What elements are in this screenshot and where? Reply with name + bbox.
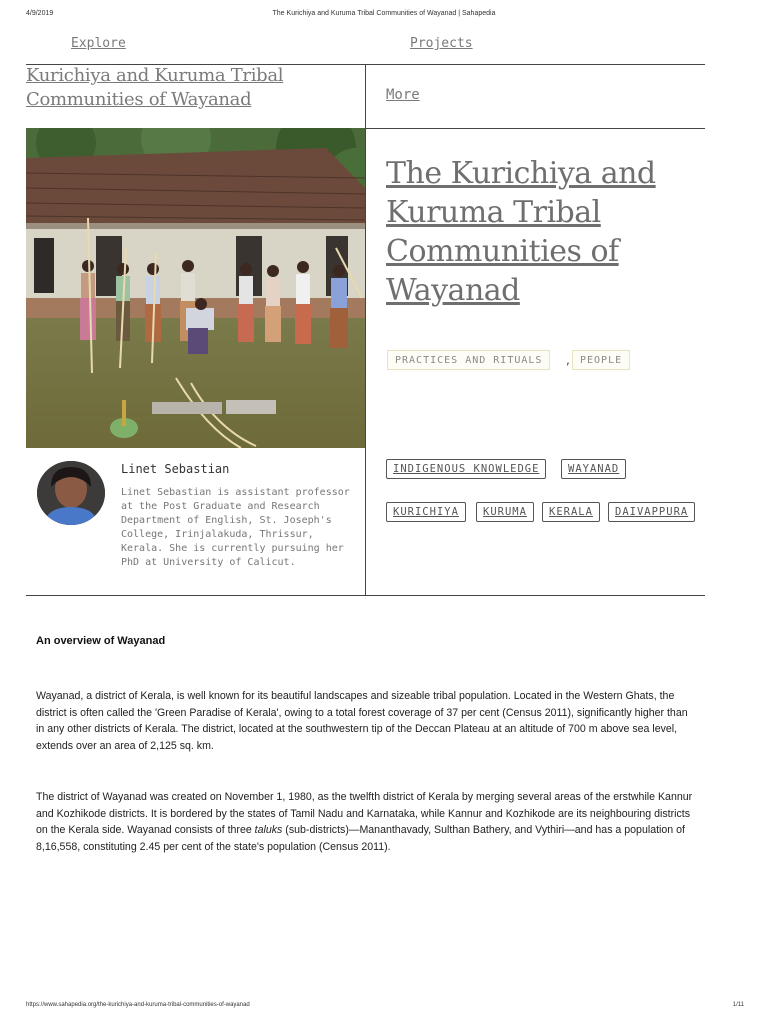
hero-photo <box>26 128 365 448</box>
author-avatar <box>37 461 105 525</box>
nav-explore-link[interactable]: Explore <box>71 36 126 51</box>
keyword-tag-kuruma[interactable]: KURUMA <box>476 502 534 522</box>
print-url: https://www.sahapedia.org/the-kurichiya-and-kuruma-tribal-communities-of-wayanad <box>26 1002 250 1008</box>
keyword-tag-kurichiya[interactable]: KURICHIYA <box>386 502 466 522</box>
overview-paragraph-1: Wayanad, a district of Kerala, is well known for its beautiful landscapes and sizeable tribal population. Located in the Western Ghats, the district is often called the 'Green Paradise of Kerala', owing to a total forest coverage of 37 per cent (Census 2011), significantly higher than in any other districts of Kerala. The district, located at the southwestern tip of the Deccan Plateau at an altitude of 700 m above sea level, extends over an area of 2,125 sq. km. <box>36 690 688 752</box>
divider-vertical <box>365 64 366 595</box>
keyword-tag-kerala[interactable]: KERALA <box>542 502 600 522</box>
overview-paragraph-2 <box>36 789 696 855</box>
category-tag-people[interactable]: PEOPLE <box>572 350 630 370</box>
section-heading: An overview of Wayanad <box>36 635 166 647</box>
keyword-tag-daivappura[interactable]: DAIVAPPURA <box>608 502 695 522</box>
keyword-tag-indigenous-knowledge[interactable]: INDIGENOUS KNOWLEDGE <box>386 459 546 479</box>
divider-bottom <box>26 595 705 596</box>
author-name[interactable]: Linet Sebastian <box>121 462 230 476</box>
keyword-tag-wayanad[interactable]: WAYANAD <box>561 459 626 479</box>
print-header <box>0 10 768 22</box>
nav-projects-link[interactable]: Projects <box>410 36 473 51</box>
para2-text-start: The district of Wayanad was created on November 1, 1980, as the twelfth district of Kerala by merging several areas of the erstwhile Kannur and Kozhikode districts. It is bordered by the states of Tamil Nadu and Karnataka, while Kannur and Kozhikode are its neighbouring districts on the Kerala side. Wayanad consists of three <box>36 791 693 836</box>
para2-text-end: (sub-districts)—Mananthavady, Sulthan Bathery, and Vythiri—and has a population of 8,16,558, constituting 2.45 per cent of the state's population (Census 2011). <box>36 824 685 853</box>
print-doc-title: The Kurichiya and Kuruma Tribal Communities of Wayanad | Sahapedia <box>272 10 496 17</box>
site-title-link[interactable]: Kurichiya and Kuruma Tribal Communities of Wayanad <box>26 65 284 110</box>
article-title[interactable]: The Kurichiya and Kuruma Tribal Communities of Wayanad <box>386 156 656 308</box>
para2-italic-term: taluks <box>254 824 283 836</box>
category-tag-practices[interactable]: PRACTICES AND RITUALS <box>387 350 550 370</box>
print-page-number: 1/11 <box>732 1002 744 1008</box>
more-link[interactable]: More <box>386 87 420 103</box>
author-bio: Linet Sebastian is assistant professor at the Post Graduate and Research Department of English, St. Joseph's College, Irinjalakuda, Thrissur, Kerala. She is currently pursuing her PhD at University of Calicut. <box>121 487 350 568</box>
category-separator: , <box>566 353 570 367</box>
print-date: 4/9/2019 <box>26 10 54 17</box>
